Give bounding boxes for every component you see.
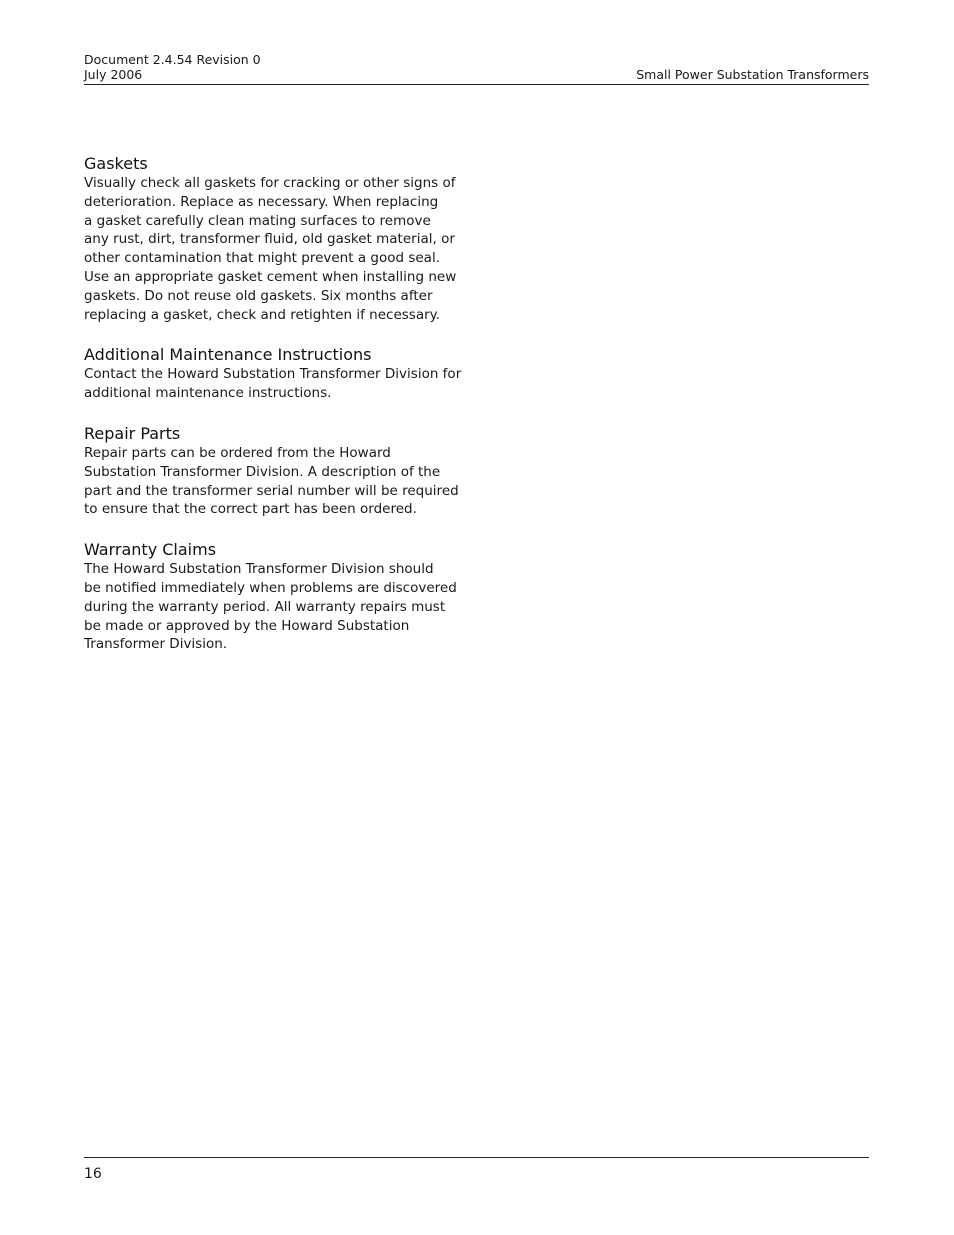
text-line: deterioration. Replace as necessary. When replacing bbox=[84, 193, 439, 210]
section-body bbox=[84, 444, 459, 519]
text-line: be made or approved by the Howard Substation bbox=[84, 617, 410, 634]
section-heading: Additional Maintenance Instructions bbox=[84, 345, 372, 365]
text-line: part and the transformer serial number will be required bbox=[84, 482, 459, 499]
header-document-info bbox=[84, 52, 261, 82]
text-line: additional maintenance instructions. bbox=[84, 385, 332, 402]
section-gaskets bbox=[84, 154, 456, 324]
text-line: Use an appropriate gasket cement when installing new bbox=[84, 268, 457, 285]
text-line: The Howard Substation Transformer Division should bbox=[84, 561, 434, 578]
page-header bbox=[84, 52, 869, 85]
section-warranty-claims bbox=[84, 540, 456, 654]
main-content bbox=[84, 154, 462, 675]
section-heading: Repair Parts bbox=[84, 423, 181, 443]
text-line: gaskets. Do not reuse old gaskets. Six months after bbox=[84, 287, 433, 304]
section-body bbox=[84, 365, 462, 403]
text-line: Visually check all gaskets for cracking or other signs of bbox=[84, 175, 456, 191]
text-line: any rust, dirt, transformer fluid, old gasket material, or bbox=[84, 231, 455, 248]
section-heading: Gaskets bbox=[84, 154, 148, 173]
text-line: a gasket carefully clean mating surfaces to remove bbox=[84, 212, 431, 229]
section-heading: Warranty Claims bbox=[84, 540, 217, 560]
text-line: Contact the Howard Substation Transformer Division for bbox=[84, 366, 462, 383]
section-repair-parts bbox=[84, 423, 459, 519]
text-line: Repair parts can be ordered from the Howard bbox=[84, 444, 391, 461]
section-body bbox=[84, 174, 456, 324]
page-number: 16 bbox=[84, 1166, 102, 1182]
text-line: during the warranty period. All warranty repairs must bbox=[84, 598, 446, 615]
text-line: Substation Transformer Division. A description of the bbox=[84, 463, 441, 480]
section-body bbox=[84, 560, 456, 654]
document-date: July 2006 bbox=[84, 67, 143, 82]
text-line: to ensure that the correct part has been ordered. bbox=[84, 501, 417, 518]
document-id: Document 2.4.54 Revision 0 bbox=[84, 52, 261, 67]
page-footer bbox=[84, 1157, 869, 1182]
text-line: be notified immediately when problems are discovered bbox=[84, 579, 457, 596]
text-line: replacing a gasket, check and retighten if necessary. bbox=[84, 306, 441, 323]
section-additional-maintenance bbox=[84, 345, 462, 403]
text-line: Transformer Division. bbox=[84, 636, 228, 653]
text-line: other contamination that might prevent a good seal. bbox=[84, 250, 440, 267]
document-title: Small Power Substation Transformers bbox=[636, 67, 869, 82]
